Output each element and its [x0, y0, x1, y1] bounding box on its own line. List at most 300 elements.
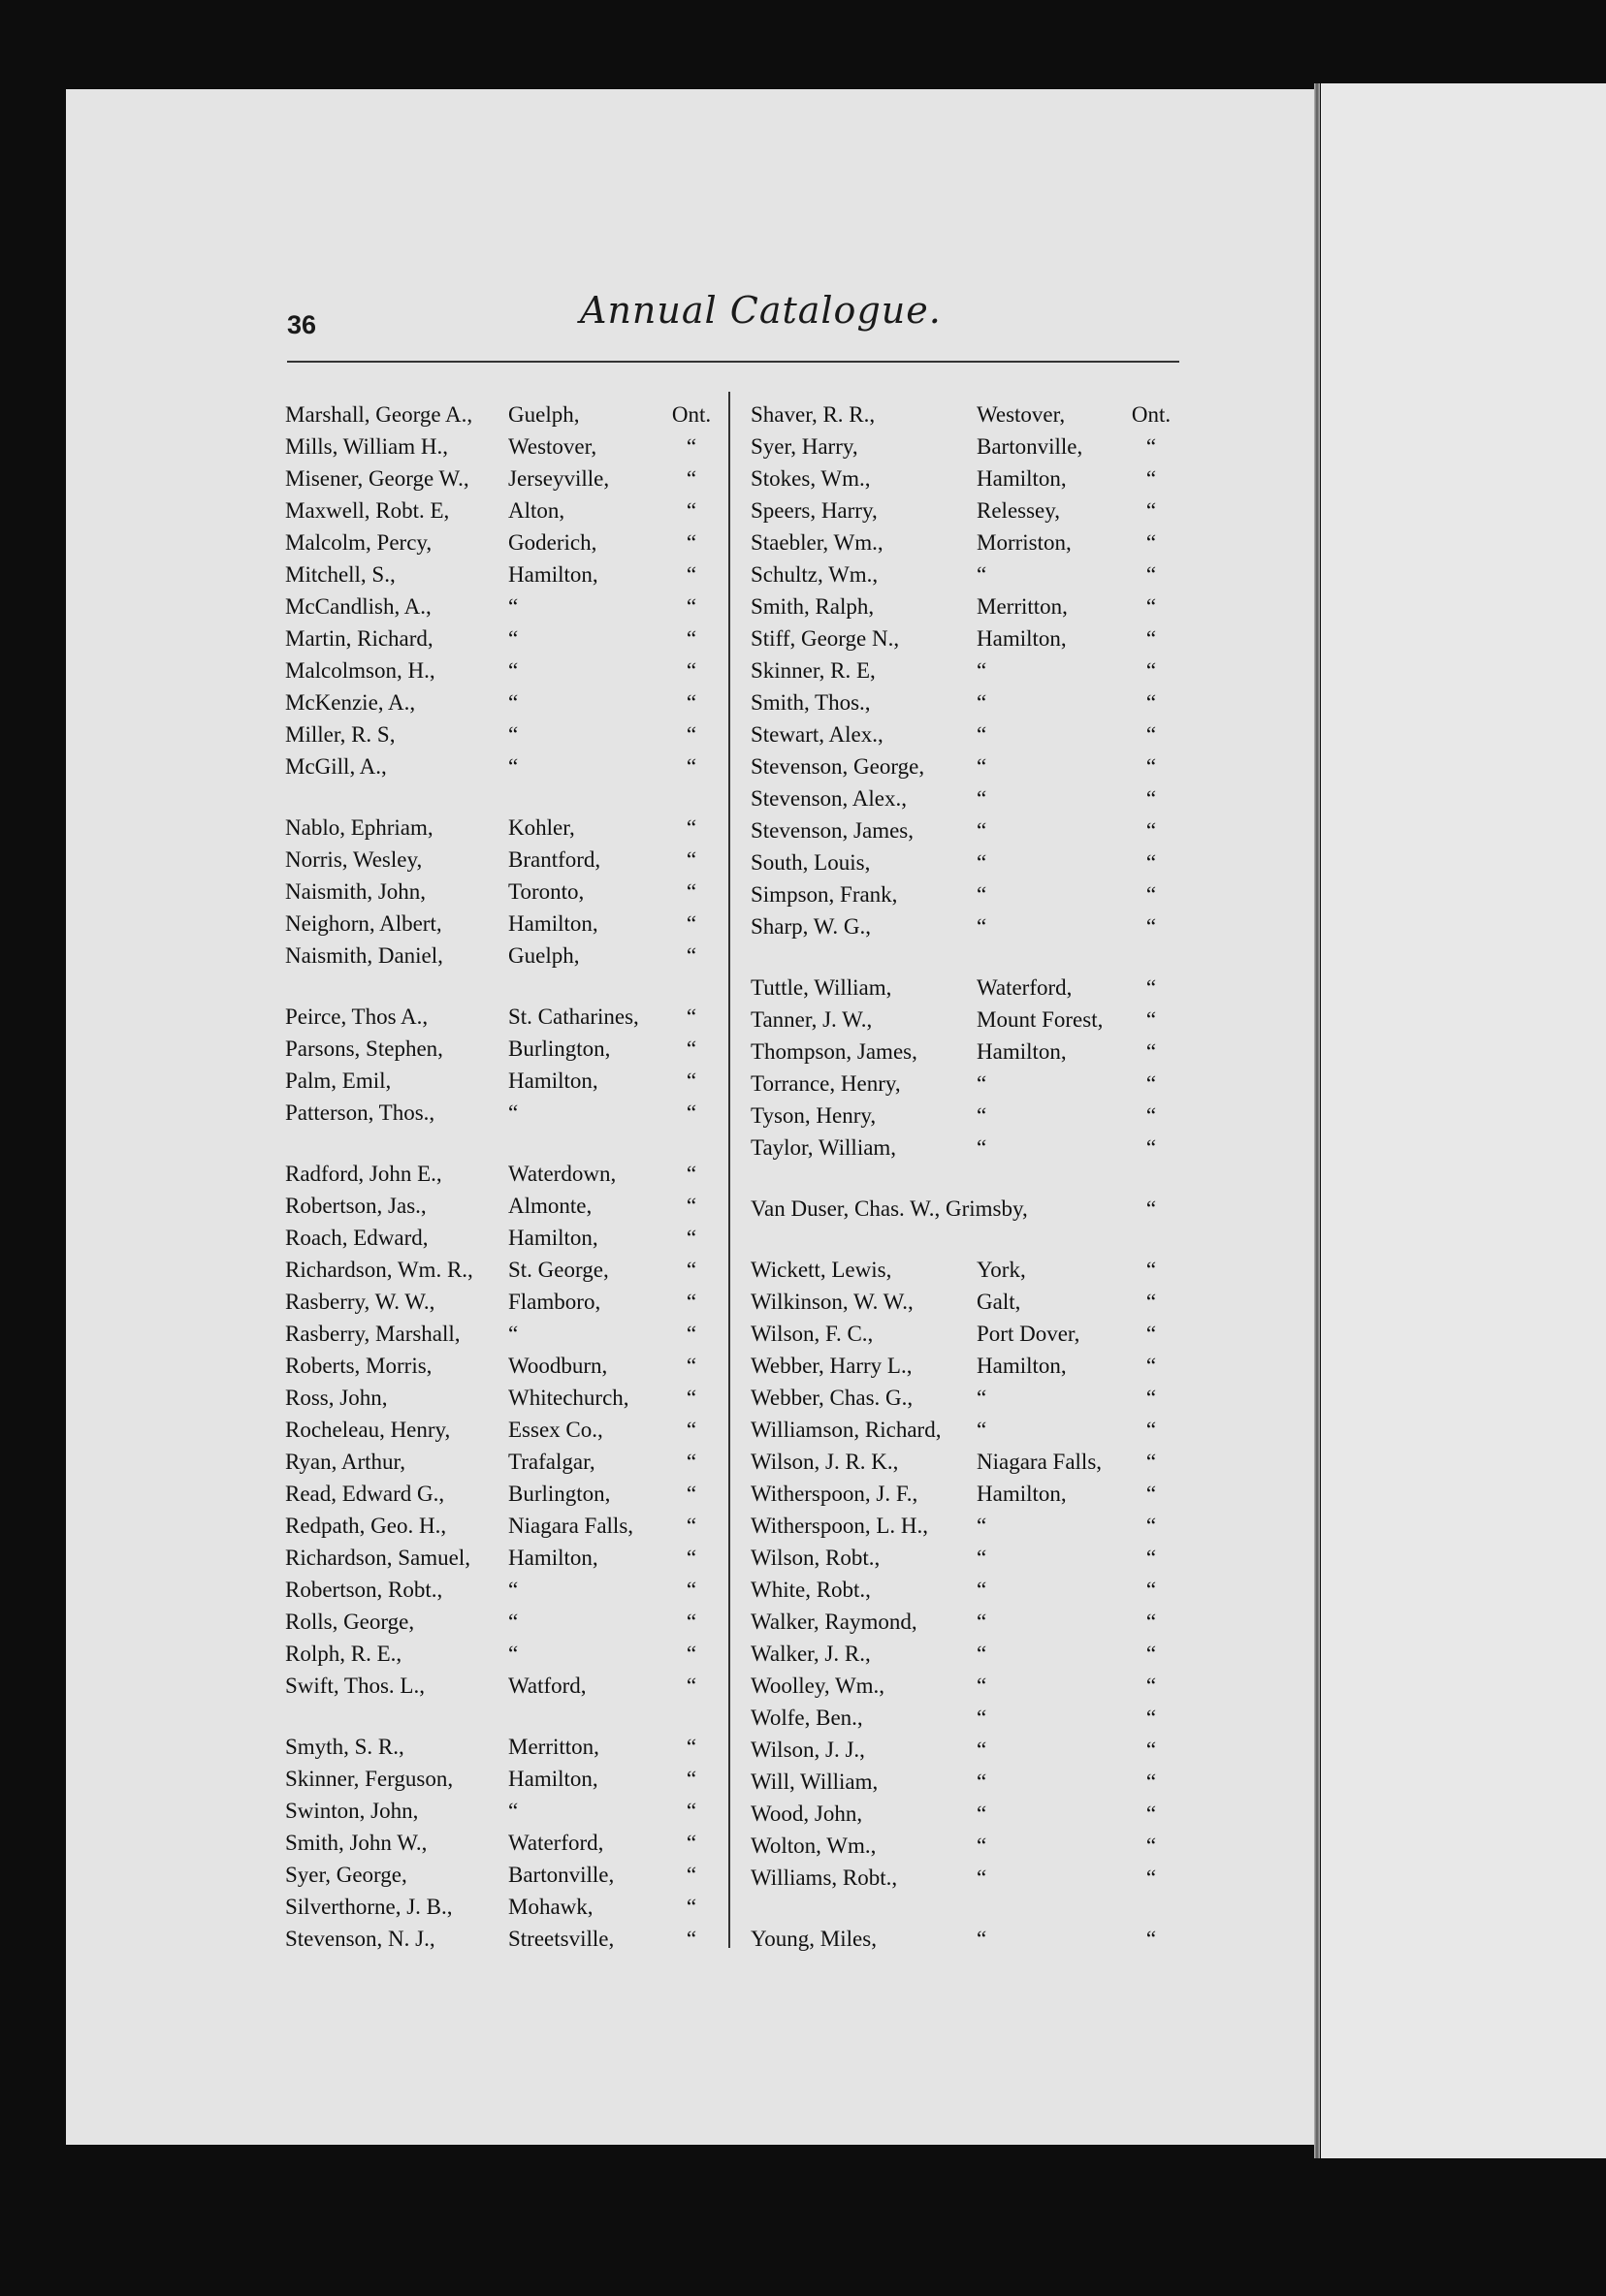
entry-province: “	[686, 1831, 697, 1855]
entry-province: “	[1145, 1071, 1157, 1096]
entry-name: Robertson, Jas.,	[285, 1194, 427, 1218]
entry-province: “	[686, 1068, 697, 1093]
entry-place: Hamilton,	[977, 1039, 1067, 1064]
entry-province: “	[1145, 1039, 1157, 1064]
entry-place: “	[977, 1674, 987, 1698]
entry-name: Webber, Harry L.,	[751, 1354, 913, 1378]
entry-place: Guelph,	[508, 402, 580, 427]
entry-province: “	[686, 1895, 697, 1919]
entry-place: “	[977, 1706, 987, 1730]
catalogue-entry	[0, 1639, 1606, 1670]
entry-name: Rolls, George,	[285, 1610, 415, 1634]
entry-name: Stiff, George N.,	[751, 626, 900, 651]
header-rule	[287, 361, 1179, 363]
entry-province: “	[1145, 690, 1157, 715]
entry-province: “	[686, 815, 697, 840]
entry-place: Waterford,	[508, 1831, 604, 1855]
entry-name: Roach, Edward,	[285, 1226, 429, 1250]
entry-place: “	[508, 690, 519, 715]
entry-province: “	[1145, 1546, 1157, 1570]
entry-place: Jerseyville,	[508, 466, 610, 491]
entry-name: Wilson, F. C.,	[751, 1322, 874, 1346]
entry-province: “	[686, 847, 697, 872]
entry-place: “	[977, 1418, 987, 1442]
entry-province: “	[1145, 1706, 1157, 1730]
catalogue-entry	[0, 1255, 1606, 1286]
entry-province: “	[686, 1036, 697, 1061]
entry-province: “	[686, 879, 697, 904]
catalogue-entry	[0, 941, 1606, 972]
entry-province: “	[1145, 1927, 1157, 1951]
entry-name: Simpson, Frank,	[751, 882, 898, 907]
entry-province: “	[1145, 914, 1157, 939]
entry-place: “	[977, 690, 987, 715]
entry-place: “	[977, 1135, 987, 1160]
catalogue-entry	[0, 1703, 1606, 1734]
catalogue-entry	[0, 1447, 1606, 1478]
entry-place: Hamilton,	[977, 466, 1067, 491]
entry-place: Almonte,	[508, 1194, 593, 1218]
entry-province: “	[1145, 1610, 1157, 1634]
catalogue-entry	[0, 1767, 1606, 1798]
entry-name: Tanner, J. W.,	[751, 1007, 873, 1032]
catalogue-entry	[0, 1863, 1606, 1894]
entry-place: Streetsville,	[508, 1927, 615, 1951]
entry-place: Port Dover,	[977, 1322, 1080, 1346]
entry-province: “	[686, 1514, 697, 1538]
catalogue-entry	[0, 815, 1606, 846]
entry-place: “	[977, 818, 987, 843]
entry-name: Syer, George,	[285, 1863, 407, 1887]
entry-place: St. Catharines,	[508, 1004, 639, 1029]
entry-place: Hamilton,	[508, 1068, 598, 1093]
entry-province: “	[686, 1290, 697, 1314]
entry-place: Brantford,	[508, 847, 601, 872]
entry-province: “	[686, 1927, 697, 1951]
entry-name: Schultz, Wm.,	[751, 562, 879, 587]
catalogue-entry	[0, 879, 1606, 910]
catalogue-entry	[0, 1004, 1606, 1036]
entry-province: “	[1145, 1578, 1157, 1602]
entry-province: “	[686, 1418, 697, 1442]
entry-place: “	[977, 1834, 987, 1858]
entry-place: “	[508, 1642, 519, 1666]
entry-province: “	[686, 1735, 697, 1759]
entry-province: “	[686, 434, 697, 459]
entry-province: “	[1145, 1418, 1157, 1442]
entry-name: Rasberry, Marshall,	[285, 1322, 461, 1346]
entry-name: Young, Miles,	[751, 1927, 877, 1951]
entry-place: “	[977, 1642, 987, 1666]
catalogue-entry	[0, 1319, 1606, 1350]
entry-province: “	[686, 466, 697, 491]
entry-name: Shaver, R. R.,	[751, 402, 876, 427]
entry-province: “	[1145, 1103, 1157, 1128]
entry-name: Naismith, Daniel,	[285, 943, 443, 968]
catalogue-entry	[0, 1223, 1606, 1254]
entry-place: Galt,	[977, 1290, 1021, 1314]
entry-place: “	[977, 1546, 987, 1570]
entry-name: Ryan, Arthur,	[285, 1450, 406, 1474]
entry-place: Hamilton,	[508, 911, 598, 936]
entry-place: “	[508, 594, 519, 619]
entry-province: “	[686, 722, 697, 747]
entry-name: Woolley, Wm.,	[751, 1674, 885, 1698]
catalogue-entry	[0, 495, 1606, 526]
entry-province: “	[1145, 1135, 1157, 1160]
page-number: 36	[287, 310, 317, 339]
entry-name: White, Robt.,	[751, 1578, 871, 1602]
entry-province: “	[1145, 722, 1157, 747]
catalogue-entry	[0, 1415, 1606, 1446]
entry-province: “	[1145, 1674, 1157, 1698]
catalogue-entry	[0, 1100, 1606, 1132]
entry-province: “	[1145, 626, 1157, 651]
catalogue-entry	[0, 463, 1606, 494]
entry-place: Merritton,	[508, 1735, 599, 1759]
entry-place: Mohawk,	[508, 1895, 594, 1919]
entry-name: Speers, Harry,	[751, 498, 878, 523]
entry-place: Burlington,	[508, 1036, 611, 1061]
entry-name: McCandlish, A.,	[285, 594, 432, 619]
entry-place: Bartonville,	[977, 434, 1083, 459]
entry-name: Rasberry, W. W.,	[285, 1290, 435, 1314]
entry-province: “	[686, 1799, 697, 1823]
entry-place: Relessey,	[977, 498, 1061, 523]
catalogue-entry	[0, 1831, 1606, 1862]
entry-province: “	[686, 754, 697, 779]
entry-name: Stevenson, James,	[751, 818, 915, 843]
entry-province: “	[686, 1258, 697, 1282]
entry-name: Wilkinson, W. W.,	[751, 1290, 914, 1314]
entry-province: “	[686, 1194, 697, 1218]
entry-place: Hamilton,	[508, 1226, 598, 1250]
entry-province: “	[686, 562, 697, 587]
catalogue-entry	[0, 431, 1606, 462]
entry-name: Malcolmson, H.,	[285, 658, 435, 683]
entry-name: Van Duser, Chas. W., Grimsby,	[751, 1196, 1028, 1221]
catalogue-entry	[0, 1575, 1606, 1606]
entry-place: “	[508, 1322, 519, 1346]
entry-place: Hamilton,	[977, 1482, 1067, 1506]
entry-place: Westover,	[508, 434, 597, 459]
entry-province: “	[686, 1162, 697, 1186]
catalogue-entry	[0, 1511, 1606, 1542]
entry-name: Wilson, Robt.,	[751, 1546, 881, 1570]
entry-province: “	[1145, 466, 1157, 491]
entry-province: “	[1145, 818, 1157, 843]
entry-name: McGill, A.,	[285, 754, 387, 779]
entry-name: Witherspoon, J. F.,	[751, 1482, 918, 1506]
entry-place: “	[977, 1514, 987, 1538]
entry-place: Mount Forest,	[977, 1007, 1104, 1032]
entry-place: “	[977, 1866, 987, 1890]
entry-place: Hamilton,	[977, 1354, 1067, 1378]
entry-province: “	[686, 1226, 697, 1250]
entry-place: “	[977, 1738, 987, 1762]
entry-place: “	[977, 882, 987, 907]
entry-name: Misener, George W.,	[285, 466, 469, 491]
entry-place: “	[977, 1802, 987, 1826]
entry-place: “	[977, 1927, 987, 1951]
entry-name: Staebler, Wm.,	[751, 530, 883, 555]
catalogue-entry	[0, 751, 1606, 782]
catalogue-entry	[0, 1383, 1606, 1414]
entry-name: McKenzie, A.,	[285, 690, 416, 715]
entry-name: Richardson, Wm. R.,	[285, 1258, 473, 1282]
entry-place: Flamboro,	[508, 1290, 601, 1314]
entry-name: Palm, Emil,	[285, 1068, 392, 1093]
entry-province: “	[686, 1767, 697, 1791]
entry-place: “	[977, 722, 987, 747]
entry-name: Wilson, J. R. K.,	[751, 1450, 899, 1474]
entry-name: Wolton, Wm.,	[751, 1834, 877, 1858]
entry-place: “	[977, 1386, 987, 1410]
entry-place: Hamilton,	[508, 1546, 598, 1570]
entry-name: Walker, Raymond,	[751, 1610, 917, 1634]
entry-province: “	[1145, 1738, 1157, 1762]
entry-name: Patterson, Thos.,	[285, 1100, 435, 1125]
entry-name: Miller, R. S,	[285, 722, 396, 747]
entry-place: “	[977, 754, 987, 779]
entry-province: “	[1145, 1386, 1157, 1410]
entry-place: Waterford,	[977, 975, 1073, 1000]
entry-name: South, Louis,	[751, 850, 871, 875]
entry-province: “	[686, 1386, 697, 1410]
catalogue-entry	[0, 1924, 1606, 1955]
entry-place: Hamilton,	[508, 1767, 598, 1791]
entry-place: Morriston,	[977, 530, 1072, 555]
entry-province: “	[686, 1482, 697, 1506]
entry-name: Nablo, Ephriam,	[285, 815, 434, 840]
entry-place: “	[508, 1100, 519, 1125]
entry-name: Stewart, Alex.,	[751, 722, 883, 747]
entry-name: Mills, William H.,	[285, 434, 448, 459]
entry-name: Smyth, S. R.,	[285, 1735, 404, 1759]
entry-province: “	[1145, 1354, 1157, 1378]
entry-province: “	[686, 1354, 697, 1378]
entry-name: Roberts, Morris,	[285, 1354, 433, 1378]
running-title: Annual Catalogue.	[580, 289, 942, 332]
entry-place: Niagara Falls,	[977, 1450, 1103, 1474]
entry-name: Martin, Richard,	[285, 626, 434, 651]
entry-province: “	[1145, 1834, 1157, 1858]
entry-province: “	[1145, 1322, 1157, 1346]
entry-place: “	[508, 1799, 519, 1823]
entry-province: “	[686, 594, 697, 619]
entry-province: “	[1145, 658, 1157, 683]
entry-name: Williamson, Richard,	[751, 1418, 942, 1442]
entry-place: Alton,	[508, 498, 565, 523]
entry-province: “	[686, 498, 697, 523]
entry-name: Swinton, John,	[285, 1799, 419, 1823]
entry-province: “	[686, 1674, 697, 1698]
entry-place: “	[977, 1578, 987, 1602]
entry-name: Will, William,	[751, 1770, 879, 1794]
catalogue-entry	[0, 1799, 1606, 1830]
entry-province: Ont.	[671, 402, 712, 427]
entry-name: Malcolm, Percy,	[285, 530, 433, 555]
entry-place: Goderich,	[508, 530, 597, 555]
entry-place: “	[508, 1610, 519, 1634]
catalogue-entry	[0, 1068, 1606, 1100]
entry-name: Parsons, Stephen,	[285, 1036, 443, 1061]
entry-place: Whitechurch,	[508, 1386, 629, 1410]
entry-name: Smith, Thos.,	[751, 690, 871, 715]
entry-place: “	[508, 658, 519, 683]
entry-province: “	[1145, 786, 1157, 811]
entry-place: Toronto,	[508, 879, 585, 904]
entry-name: Norris, Wesley,	[285, 847, 423, 872]
entry-place: “	[508, 1578, 519, 1602]
catalogue-entry	[0, 1543, 1606, 1574]
catalogue-entry	[0, 623, 1606, 654]
entry-province: “	[1145, 1770, 1157, 1794]
entry-name: Smith, John W.,	[285, 1831, 428, 1855]
entry-name: Williams, Robt.,	[751, 1866, 898, 1890]
entry-name: Naismith, John,	[285, 879, 427, 904]
entry-province: “	[686, 943, 697, 968]
entry-name: Rocheleau, Henry,	[285, 1418, 451, 1442]
entry-name: Mitchell, S.,	[285, 562, 396, 587]
catalogue-entry	[0, 655, 1606, 686]
entry-place: Westover,	[977, 402, 1066, 427]
catalogue-entry	[0, 847, 1606, 878]
entry-place: Kohler,	[508, 815, 575, 840]
catalogue-entry	[0, 719, 1606, 750]
catalogue-entry	[0, 1351, 1606, 1382]
entry-place: “	[508, 722, 519, 747]
entry-province: “	[1145, 1450, 1157, 1474]
entry-province: “	[1145, 1642, 1157, 1666]
entry-name: Stevenson, Alex.,	[751, 786, 907, 811]
entry-name: Taylor, William,	[751, 1135, 897, 1160]
entry-place: Waterdown,	[508, 1162, 617, 1186]
entry-place: Niagara Falls,	[508, 1514, 634, 1538]
entry-place: “	[977, 1071, 987, 1096]
entry-province: “	[686, 658, 697, 683]
entry-name: Neighorn, Albert,	[285, 911, 442, 936]
entry-place: “	[977, 850, 987, 875]
catalogue-entry	[0, 1892, 1606, 1923]
entry-name: Syer, Harry,	[751, 434, 858, 459]
entry-province: “	[686, 1546, 697, 1570]
entry-name: Wolfe, Ben.,	[751, 1706, 863, 1730]
entry-name: Skinner, R. E,	[751, 658, 876, 683]
catalogue-entry	[0, 1132, 1606, 1164]
entry-province: “	[686, 626, 697, 651]
entry-name: Wickett, Lewis,	[751, 1258, 892, 1282]
entry-place: “	[508, 754, 519, 779]
entry-province: “	[686, 1100, 697, 1125]
entry-province: “	[1145, 498, 1157, 523]
entry-name: Tuttle, William,	[751, 975, 892, 1000]
entry-name: Marshall, George A.,	[285, 402, 473, 427]
entry-place: York,	[977, 1258, 1026, 1282]
catalogue-entry	[0, 559, 1606, 590]
catalogue-entry	[0, 399, 1606, 430]
entry-province: “	[1145, 1290, 1157, 1314]
entry-province: “	[1145, 1258, 1157, 1282]
entry-name: Tyson, Henry,	[751, 1103, 877, 1128]
entry-province: Ont.	[1131, 402, 1172, 427]
entry-name: Wood, John,	[751, 1802, 863, 1826]
catalogue-entry	[0, 591, 1606, 622]
entry-province: “	[686, 1610, 697, 1634]
entry-name: Robertson, Robt.,	[285, 1578, 443, 1602]
entry-province: “	[1145, 1802, 1157, 1826]
entry-province: “	[1145, 562, 1157, 587]
entry-name: Maxwell, Robt. E,	[285, 498, 450, 523]
entry-place: Merritton,	[977, 594, 1068, 619]
entry-name: Stevenson, George,	[751, 754, 925, 779]
entry-province: “	[686, 1450, 697, 1474]
entry-place: “	[977, 1770, 987, 1794]
entry-place: Watford,	[508, 1674, 587, 1698]
entry-place: Trafalgar,	[508, 1450, 595, 1474]
entry-name: Walker, J. R.,	[751, 1642, 871, 1666]
entry-place: “	[977, 1610, 987, 1634]
catalogue-entry	[0, 1671, 1606, 1702]
entry-name: Smith, Ralph,	[751, 594, 875, 619]
entry-name: Stevenson, N. J.,	[285, 1927, 435, 1951]
entry-province: “	[686, 690, 697, 715]
entry-name: Wilson, J. J.,	[751, 1738, 865, 1762]
entry-province: “	[686, 1578, 697, 1602]
entry-place: “	[977, 914, 987, 939]
entry-name: Witherspoon, L. H.,	[751, 1514, 929, 1538]
entry-province: “	[1145, 882, 1157, 907]
entry-province: “	[1145, 975, 1157, 1000]
entry-name: Redpath, Geo. H.,	[285, 1514, 447, 1538]
entry-name: Torrance, Henry,	[751, 1071, 901, 1096]
catalogue-entry	[0, 1194, 1606, 1225]
entry-province: “	[1145, 850, 1157, 875]
entry-province: “	[1145, 434, 1157, 459]
entry-place: Woodburn,	[508, 1354, 608, 1378]
entry-province: “	[686, 911, 697, 936]
entry-province: “	[1145, 1196, 1157, 1221]
entry-name: Skinner, Ferguson,	[285, 1767, 454, 1791]
entry-province: “	[1145, 754, 1157, 779]
entry-place: Burlington,	[508, 1482, 611, 1506]
catalogue-entry	[0, 911, 1606, 942]
entry-name: Richardson, Samuel,	[285, 1546, 470, 1570]
entry-province: “	[1145, 1514, 1157, 1538]
entry-place: “	[508, 626, 519, 651]
catalogue-entry	[0, 687, 1606, 718]
catalogue-entry	[0, 1287, 1606, 1318]
entry-name: Ross, John,	[285, 1386, 388, 1410]
entry-place: Bartonville,	[508, 1863, 615, 1887]
entry-province: “	[1145, 1007, 1157, 1032]
catalogue-entry	[0, 1735, 1606, 1766]
entry-province: “	[1145, 594, 1157, 619]
entry-province: “	[686, 1004, 697, 1029]
entry-name: Radford, John E.,	[285, 1162, 442, 1186]
entry-place: Hamilton,	[508, 562, 598, 587]
entry-place: Essex Co.,	[508, 1418, 603, 1442]
entry-name: Swift, Thos. L.,	[285, 1674, 425, 1698]
catalogue-entry	[0, 1607, 1606, 1638]
entry-province: “	[686, 1322, 697, 1346]
catalogue-entry	[0, 783, 1606, 814]
entry-place: “	[977, 786, 987, 811]
entry-place: Guelph,	[508, 943, 580, 968]
entry-name: Stokes, Wm.,	[751, 466, 871, 491]
entry-province: “	[686, 1863, 697, 1887]
entry-province: “	[1145, 1866, 1157, 1890]
